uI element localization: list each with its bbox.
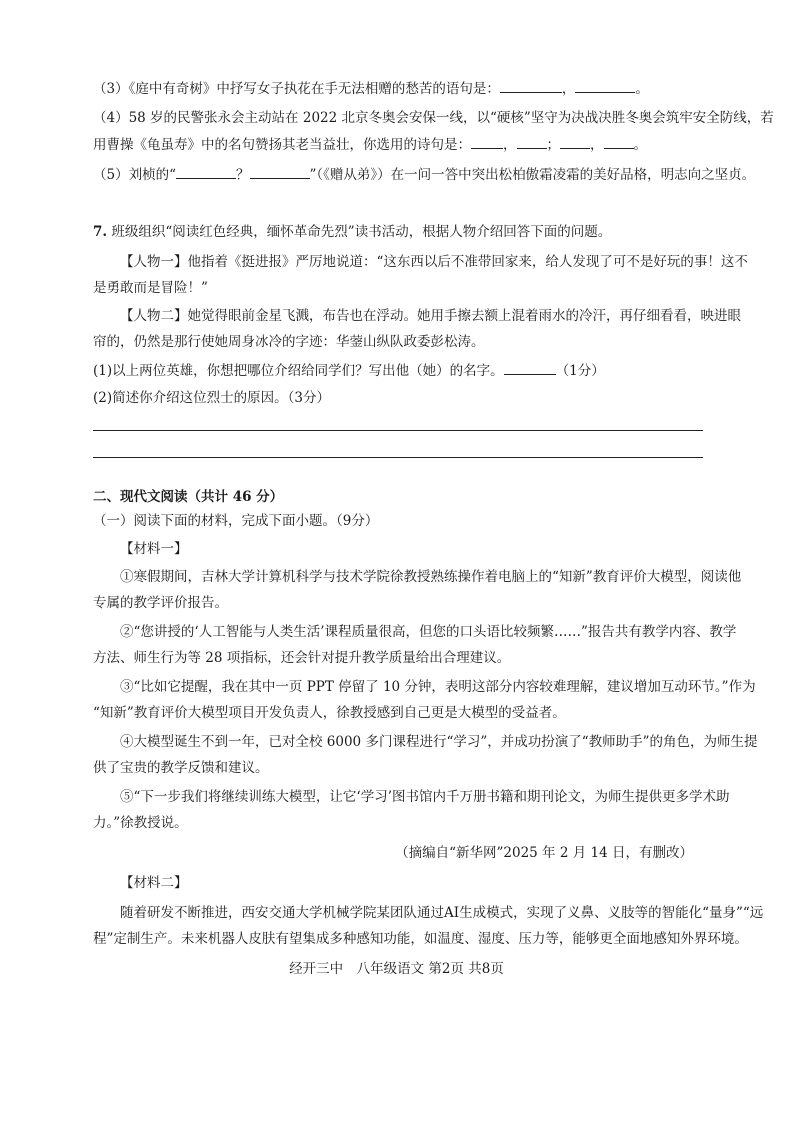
q6-item5-mid: ？ — [236, 167, 250, 183]
material1-p2-line1: ②“您讲授的‘人工智能与人类生活’课程质量很高，但您的口头语比较频繁……”报告共有教学内容、教学 — [120, 624, 737, 640]
material1-p5-line2: 力。”徐教授说。 — [93, 815, 188, 831]
q7-sub1-text: (1)以上两位英雄，你想把哪位介绍给同学们？写出他（她）的名字。 — [93, 363, 504, 379]
q6-item4-sep: ， — [503, 137, 517, 153]
q6-item4-end: 。 — [633, 137, 647, 153]
answer-blank[interactable] — [504, 360, 556, 375]
q6-item3 — [93, 78, 703, 99]
material2-line2: 程”定制生产。未来机器人皮肤有望集成多种感知功能，如温度、湿度、压力等，能够更全面地感知外界环境。 — [93, 931, 748, 947]
answer-blank[interactable] — [500, 78, 562, 93]
q6-item3-sep: ， — [561, 81, 576, 97]
material1-p2-line2: 方法、师生行为等 28 项指标，还会针对提升教学质量给出合理建议。 — [93, 650, 511, 666]
q6-item4-line2 — [93, 134, 703, 155]
q7-person1-line1: 【人物一】他指着《挺进报》严厉地说道：“这东西以后不准带回家来，给人发现了可不是好玩的事！这不 — [120, 254, 748, 270]
q7-heading-text: 班级组织“阅读红色经典，缅怀革命先烈”读书活动，根据人物介绍回答下面的问题。 — [111, 224, 612, 240]
material1-label: 【材料一】 — [120, 541, 188, 557]
answer-line[interactable] — [93, 457, 703, 458]
material1-p1-line2: 专属的教学评价报告。 — [93, 595, 228, 611]
answer-blank[interactable] — [250, 164, 310, 179]
answer-blank[interactable] — [517, 134, 547, 149]
q7-person2-line1: 【人物二】她觉得眼前金星飞溅，布告也在浮动。她用手擦去额上混着雨水的冷汗，再仔细看看，映进眼 — [120, 308, 741, 324]
material1-p4-line2: 供了宝贵的教学反馈和建议。 — [93, 760, 269, 776]
q7-number: 7. — [93, 224, 108, 240]
material1-p3-line1: ③“比如它提醒，我在其中一页 PPT 停留了 10 分钟，表明这部分内容较难理解，建议增加互动环节。”作为 — [120, 679, 756, 695]
answer-blank[interactable] — [471, 134, 503, 149]
q6-item3-end: 。 — [635, 81, 649, 97]
material2-line1: 随着研发不断推进，西安交通大学机械学院某团队通过AI生成模式，实现了义鼻、义肢等的智能化“量身”“远 — [120, 905, 764, 921]
material1-p4-line1: ④大模型诞生不到一年，已对全校 6000 多门课程进行“学习”，并成功扮演了“教师助手”的角色，为师生提 — [120, 734, 758, 750]
answer-blank[interactable] — [575, 78, 635, 93]
q6-item4-line1: （4）58 岁的民警张永会主动站在 2022 北京冬奥会安保一线，以“硬核”坚守为决战决胜冬奥会筑牢安全防线，若 — [93, 110, 774, 126]
q6-item4-sep: ； — [546, 137, 560, 153]
material1-p5-line1: ⑤“下一步我们将继续训练大模型，让它‘学习’图书馆内千万册书籍和期刊论文，为师生提供更多学术助 — [120, 789, 730, 805]
material1-source: （摘编自“新华网”2025 年 2 月 14 日，有删改） — [395, 845, 693, 861]
q7-sub1 — [93, 360, 703, 381]
answer-blank[interactable] — [560, 134, 590, 149]
q6-item5 — [93, 164, 756, 185]
q6-item3-text: （3）《庭中有奇树》中抒写女子执花在手无法相赠的愁苦的语句是： — [93, 81, 500, 97]
section2-subheading: （一）阅读下面的材料，完成下面小题。（9分） — [93, 513, 379, 529]
section2-heading: 二、现代文阅读（共计 46 分） — [93, 489, 284, 505]
page-footer: 经开三中 八年级语文 第2页 共8页 — [289, 961, 504, 977]
answer-line[interactable] — [93, 430, 703, 431]
material2-label: 【材料二】 — [120, 875, 188, 891]
q6-item4-text: 用曹操《龟虽寿》中的名句赞扬其老当益壮，你选用的诗句是： — [93, 137, 471, 153]
q7-sub1-score: （1分） — [555, 363, 605, 379]
answer-blank[interactable] — [176, 164, 236, 179]
q7-person2-line2: 帘的，仍然是那行使她周身冰冷的字迹：华蓥山纵队政委彭松涛。 — [93, 334, 485, 350]
material1-p1-line1: ①寒假期间，吉林大学计算机科学与技术学院徐教授熟练操作着电脑上的“知新”教育评价大模型，阅读他 — [120, 569, 742, 585]
q7-person1-line2: 是勇敢而是冒险！” — [93, 280, 208, 296]
q7-sub2: (2)简述你介绍这位烈士的原因。（3分） — [93, 390, 330, 406]
q7-heading — [93, 222, 703, 242]
answer-blank[interactable] — [604, 134, 634, 149]
q6-item5-end: ”（《赠从弟》）在一问一答中突出松柏傲霜凌霜的美好品格，明志向之坚贞。 — [309, 167, 756, 183]
material1-p3-line2: “知新”教育评价大模型项目开发负责人，徐教授感到自己更是大模型的受益者。 — [93, 705, 566, 721]
q6-item5-start: （5）刘桢的“ — [93, 167, 176, 183]
q6-item4-sep: ， — [590, 137, 604, 153]
